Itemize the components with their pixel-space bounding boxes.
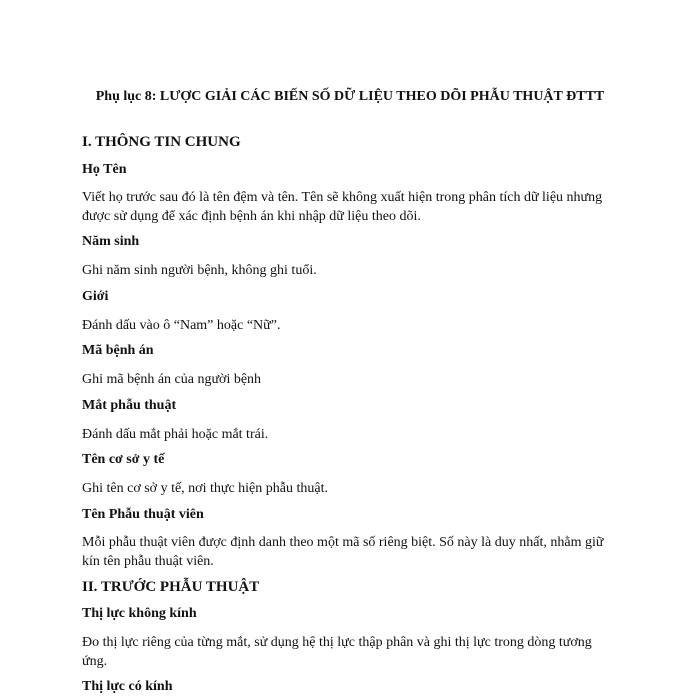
field-description-surgeon-name: Mỗi phẫu thuật viên được định danh theo một mã số riêng biệt. Số này là duy nhất, nhằm giữ kín tên phẫu thuật viên. — [82, 535, 604, 569]
field-heading-gender: Giới — [82, 289, 109, 304]
field-description-facility-name: Ghi tên cơ sở y tế, nơi thực hiện phẫu thuật. — [82, 481, 328, 496]
section-heading-general-info: I. THÔNG TIN CHUNG — [82, 134, 241, 150]
field-description-operated-eye: Đánh dấu mắt phải hoặc mắt trái. — [82, 427, 269, 442]
section-heading-pre-surgery: II. TRƯỚC PHẪU THUẬT — [82, 579, 260, 595]
field-heading-surgeon-name: Tên Phẫu thuật viên — [82, 507, 204, 522]
field-heading-operated-eye: Mắt phẫu thuật — [82, 398, 177, 413]
field-heading-uncorrected-vision: Thị lực không kính — [82, 606, 197, 621]
document-page — [82, 0, 618, 700]
field-description-gender: Đánh dấu vào ô “Nam” hoặc “Nữ”. — [82, 318, 281, 333]
document-title: Phụ lục 8: LƯỢC GIẢI CÁC BIẾN SỐ DỮ LIỆU THEO DÕI PHẪU THUẬT ĐTTT — [95, 89, 605, 104]
field-heading-medical-record-id: Mã bệnh án — [82, 343, 154, 358]
field-description-uncorrected-vision: Đo thị lực riêng của từng mắt, sử dụng hệ thị lực thập phân và ghi thị lực trong dòng tương ứng. — [82, 635, 592, 669]
field-description-birth-year: Ghi năm sinh người bệnh, không ghi tuổi. — [82, 263, 317, 278]
field-heading-birth-year: Năm sinh — [82, 234, 140, 249]
field-description-medical-record-id: Ghi mã bệnh án của người bệnh — [82, 372, 262, 387]
field-heading-facility-name: Tên cơ sở y tế — [82, 452, 165, 467]
field-heading-full-name: Họ Tên — [82, 162, 127, 177]
field-heading-corrected-vision: Thị lực có kính — [82, 679, 173, 694]
field-description-full-name: Viết họ trước sau đó là tên đệm và tên. Tên sẽ không xuất hiện trong phân tích dữ liệu nhưng được sử dụng để xác định bệnh án khi nhập dữ liệu theo dõi. — [82, 190, 603, 224]
